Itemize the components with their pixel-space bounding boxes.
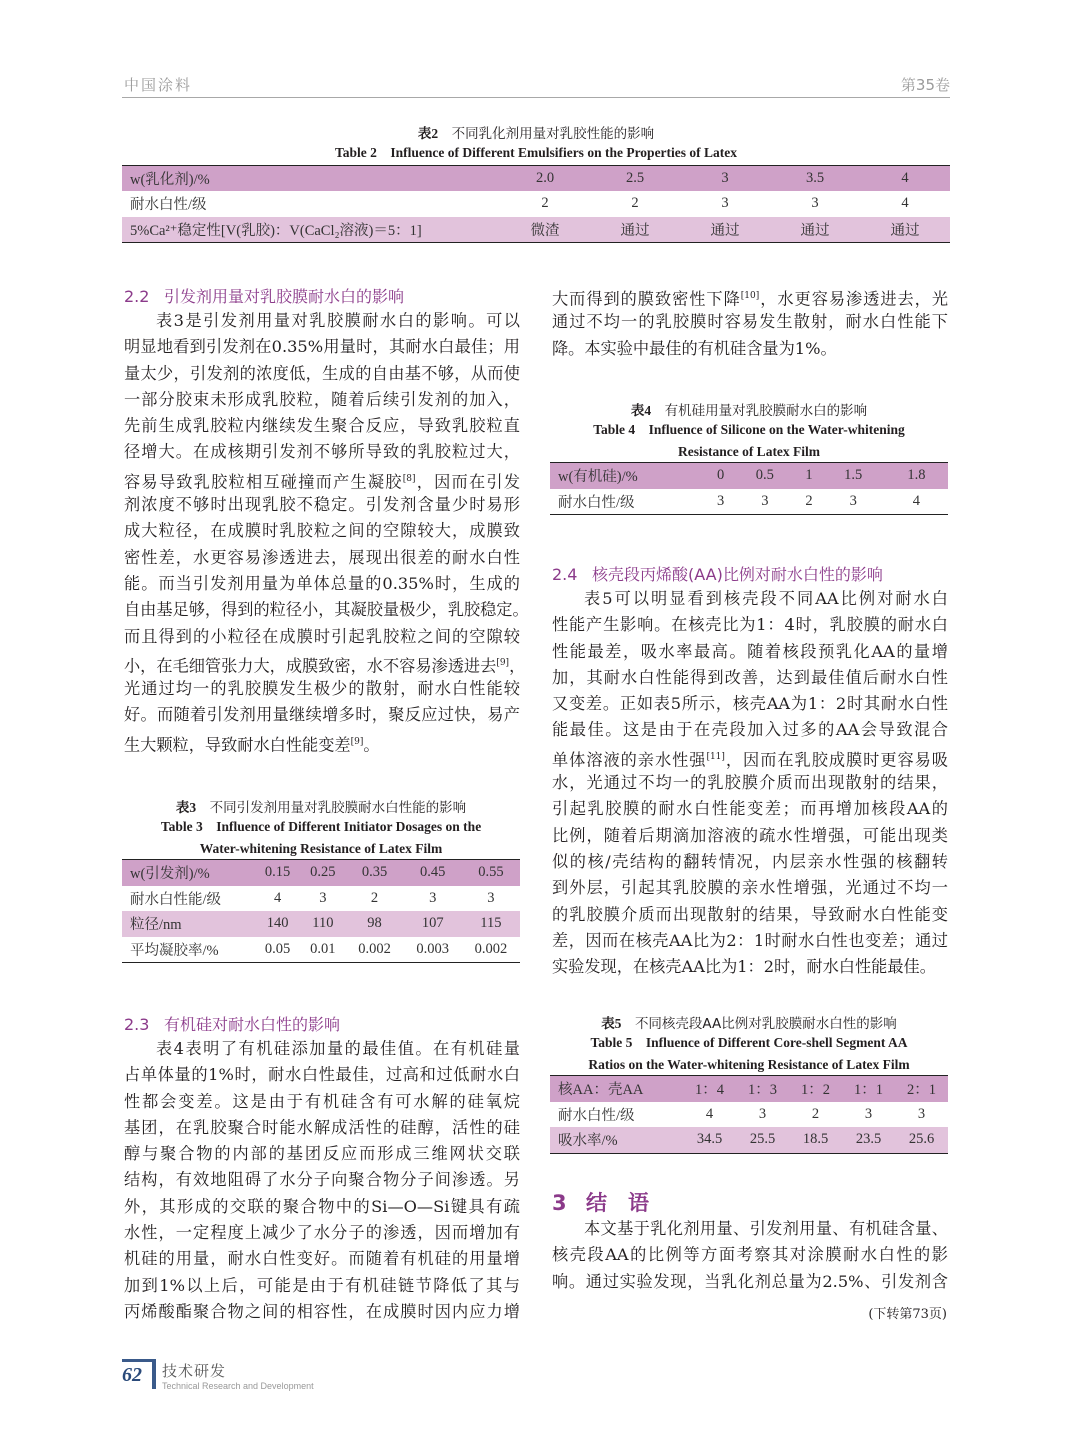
table-cell: 1：4 [695,1082,724,1099]
table-cell: 0 [717,467,725,484]
table-row [122,217,950,243]
text-line: 容易导致乳胶粒相互碰撞而产生凝胶[8]，因而在引发 [124,472,521,492]
text-line: 自由基足够，得到的粒径小，其凝胶量极少，乳胶稳定。 [124,600,529,620]
section-3-body [552,1216,948,1295]
row-label: 耐水白性/级 [558,494,635,511]
text-line: 表4表明了有机硅添加量的最佳值。在有机硅量 [156,1039,520,1058]
table5 [550,1075,948,1154]
text-line: 的乳胶膜介质而出现散射的结果，导致耐水白性能变 [552,904,948,924]
table-cell: 2 [811,1105,820,1122]
table-cell: 3 [429,889,437,906]
table5-block [550,1012,948,1154]
table5-caption-en-2: Ratios on the Water-whitening Resistance of Latex Film [588,1056,910,1072]
table-cell: 3 [717,492,725,509]
table-cell: 4 [705,1105,714,1122]
section-2-4-body [552,586,948,980]
table-cell: 3 [864,1105,873,1122]
text-line: 成大粒径，在成膜时乳胶粒之间的空隙较大，成膜致 [124,521,520,541]
table-cell: 1 [805,467,813,484]
table3-caption-cn: 表3 不同引发剂用量对乳胶膜耐水白性能的影响 [175,800,467,816]
text-line: 核壳段AA的比例等方面考察其对涂膜耐水白性的影 [552,1245,948,1265]
table2-caption-en: Table 2 Influence of Different Emulsifiers on the Properties of Latex [334,145,738,160]
text-line: 机硅的用量，耐水白性变好。而随着有机硅的用量增 [124,1249,520,1269]
text-line: 表5可以明显看到核壳段不同AA比例对耐水白 [584,589,948,608]
text-line: 醇与聚合物的内部的基团反应而形成三维网状交联 [124,1144,520,1164]
table2-block [122,122,950,243]
table-cell: 0.15 [264,864,291,881]
table-cell: 4 [901,169,909,186]
row-label: w(有机硅)/% [558,469,638,486]
table-cell: 微渣 [530,222,560,239]
table3-block [122,796,520,963]
footer-decor-line [122,1359,156,1362]
text-line: 好。而随着引发剂用量继续增多时，聚反应过快，易产 [124,705,520,725]
text-line: 能。而当引发剂用量为单体总量的0.35%时，生成的 [124,573,520,593]
text-line: 本文基于乳化剂用量、引发剂用量、有机硅含量、 [584,1219,948,1238]
text-line: 又变差。正如表5所示，核壳AA为1：2时其耐水白性 [552,694,948,714]
row-label: 耐水白性能/级 [130,891,222,908]
table-row [550,463,948,489]
text-line: 小，在毛细管张力大，成膜致密，水不容易渗透进去[9]， [124,656,526,676]
text-line: 光通过均一的乳胶膜发生极少的散射，耐水白性能较 [124,679,520,699]
section-2-2-body [124,308,529,755]
text-line: 比例，随着后期滴加溶液的疏水性增强，可能出现类 [552,825,948,845]
text-line: 性都会变差。这是由于有机硅含有可水解的硅氧烷 [124,1091,520,1111]
table-row [550,1102,948,1128]
table-cell: 1：1 [854,1082,883,1099]
table-cell: 通过 [620,222,650,239]
text-line: 似的核/壳结构的翻转情况，内层亲水性强的核翻转 [552,851,948,871]
table-cell: 1.5 [844,467,863,484]
text-line: 生大颗粒，导致耐水白性能变差[9]。 [124,735,380,755]
table-cell: 2 [631,195,639,212]
table-cell: 0.35 [361,864,388,881]
table-cell: 2：1 [907,1082,936,1099]
table-row [122,911,520,937]
table-cell: 1：2 [801,1082,830,1099]
text-line: 密性差，水更容易渗透进去，展现出很差的耐水白性 [124,547,520,567]
table-cell: 3 [761,492,769,509]
table-cell: 25.6 [908,1131,935,1148]
table3-caption-en-2: Water-whitening Resistance of Latex Film [199,840,443,856]
text-line: 单体溶液的亲水性强[11]，因而在乳胶成膜时更容易吸 [552,750,948,770]
table2-caption-cn: 表2 不同乳化剂用量对乳胶性能的影响 [417,126,655,142]
row-label: 吸水率/% [558,1133,618,1150]
table4-caption-en-2: Resistance of Latex Film [677,443,821,459]
section-2-2-heading: 2.2 引发剂用量对乳胶膜耐水白的影响 [124,287,405,306]
section-2-4-heading: 2.4 核壳段丙烯酸(AA)比例对耐水白性的影响 [552,565,883,584]
text-line: 响。通过实验发现，当乳化剂总量为2.5%、引发剂含 [552,1271,948,1291]
table-cell: 3 [811,195,819,212]
table-cell: 1.8 [907,467,926,484]
journal-name: 中国涂料 [124,76,193,94]
text-line: 引起乳胶膜的耐水白性能变差；而再增加核段AA的 [552,799,948,819]
table-cell: 0.55 [478,864,504,881]
text-line: 明显地看到引发剂在0.35%用量时，其耐水白最佳；用 [124,337,520,357]
text-line: 差，因而在核壳AA比为2：1时耐水白性也变差；通过 [552,930,948,950]
table-row [122,860,520,886]
table-cell: 0.5 [755,467,774,484]
text-line: 通过不均一的乳胶膜时容易发生散射，耐水白性能下 [552,312,948,332]
table-cell: 3 [487,889,495,906]
table-cell: 4 [901,195,909,212]
table-cell: 3 [917,1105,926,1122]
table-cell: 0.003 [416,940,450,957]
table4-caption-cn: 表4 有机硅用量对乳胶膜耐水白的影响 [630,403,868,419]
table-cell: 107 [421,915,444,932]
table-cell: 0.002 [358,940,391,957]
table-cell: 2 [805,492,813,509]
table3-caption-en-1: Table 3 Influence of Different Initiator Dosages on the [160,819,482,834]
table-cell: 通过 [890,222,920,239]
text-line: 基团，在乳胶聚合时能水解成活性的硅醇，活性的硅 [124,1117,520,1137]
text-line: 降。本实验中最佳的有机硅含量为1%。 [552,338,837,358]
table-cell: 0.05 [264,940,291,957]
row-label: 5%Ca²⁺稳定性[V(乳胶)：V(CaCl₂溶液)＝5：1] [130,222,422,239]
text-line: 剂浓度不够时出现乳胶不稳定。引发剂含量少时易形 [124,495,520,515]
text-line: 能最佳。这是由于在壳段加入过多的AA会导致混合 [552,720,948,740]
page-number: 62 [122,1364,142,1386]
table-cell: 110 [312,915,334,932]
text-line: 大而得到的膜致密性下降[10]，水更容易渗透进去，光 [552,289,949,309]
table-cell: 3.5 [805,169,825,186]
text-line: 加到1%以上后，可能是由于有机硅链节降低了其与 [124,1275,520,1295]
footer-decor-bar [152,1359,156,1389]
row-label: 耐水白性/级 [130,197,207,214]
table-cell: 25.5 [749,1131,776,1148]
row-label: 平均凝胶率/% [130,942,219,959]
table-cell: 140 [266,915,289,932]
table-row [550,489,948,515]
table-cell: 通过 [710,222,740,239]
text-line: 结构，有效地阻碍了水分子向聚合物分子间渗透。另 [124,1170,520,1190]
table-cell: 3 [319,889,327,906]
table-row [122,191,950,217]
section-2-3-heading: 2.3 有机硅对耐水白性的影响 [124,1015,341,1034]
volume-label: 第35卷 [900,76,950,94]
table-cell: 2 [541,195,549,212]
table-cell: 4 [273,889,282,906]
table-cell: 0.002 [474,940,508,957]
footer-section-en: Technical Research and Development [162,1381,314,1391]
table-cell: 2.0 [535,169,555,186]
table-cell: 23.5 [855,1131,882,1148]
text-line: 水，光通过不均一的乳胶膜介质而出现散射的结果， [552,773,948,793]
footer-section-cn: 技术研发 [162,1362,227,1380]
table-cell: 2.5 [625,169,645,186]
row-label: 粒径/nm [130,917,182,934]
text-line: 加，其耐水白性能得到改善，达到最佳值后耐水白性 [552,667,948,687]
table5-caption-en-1: Table 5 Influence of Different Core-shell Segment AA [590,1035,908,1050]
table-cell: 0.25 [310,864,336,881]
continued-note: (下转第73页) [868,1307,947,1322]
table-cell: 3 [721,195,729,212]
table-cell: 98 [367,915,382,932]
text-line: 到外层，引起其乳胶膜的亲水性增强，光通过不均一 [552,878,948,898]
table-cell: 0.45 [420,864,446,881]
table-cell: 2 [370,889,379,906]
section-2-3-body-continued [552,283,948,362]
table3 [122,859,520,963]
table-cell: 0.01 [310,940,336,957]
section-2-3-body [124,1036,520,1325]
table-cell: 115 [480,915,502,932]
table-cell: 3 [758,1105,767,1122]
table5-caption-cn: 表5 不同核壳段AA比例对乳胶膜耐水白性的影响 [601,1016,897,1032]
table4-caption-en-1: Table 4 Influence of Silicone on the Water-whitening [593,422,905,437]
table-row [550,1127,948,1153]
table2 [122,165,950,244]
text-line: 先前生成乳胶粒内继续发生聚合反应，导致乳胶粒直 [124,416,520,436]
text-line: 表3是引发剂用量对乳胶膜耐水白的影响。可以 [156,311,520,330]
table4 [550,462,948,515]
table4-block [550,399,948,515]
table-cell: 1：3 [748,1082,777,1099]
row-label: 核AA：壳AA [558,1082,644,1099]
table-cell: 18.5 [802,1131,829,1148]
table-row [122,886,520,912]
table-cell: 通过 [800,222,830,239]
table-row [122,165,950,191]
table-row [550,1076,948,1102]
text-line: 实验发现，在核壳AA比为1：2时，耐水白性能最佳。 [552,957,936,977]
row-label: w(乳化剂)/% [130,171,210,188]
text-line: 性能产生影响。在核壳比为1：4时，乳胶膜的耐水白 [552,615,948,635]
text-line: 性能最差，吸水率最高。随着核段预乳化AA的量增 [552,641,948,661]
row-label: w(引发剂)/% [130,866,210,883]
text-line: 一部分胶束未形成乳胶粒，随着后续引发剂的加入， [124,389,520,409]
text-line: 占单体量的1%时，耐水白性最佳，过高和过低耐水白 [124,1065,520,1085]
table-cell: 3 [721,169,729,186]
text-line: 而且得到的小粒径在成膜时引起乳胶粒之间的空隙较 [124,626,520,646]
table-cell: 4 [912,492,921,509]
text-line: 径增大。在成核期引发剂不够所导致的乳胶粒过大， [124,442,520,462]
table-cell: 34.5 [696,1131,723,1148]
table-row [122,937,520,963]
row-label: 耐水白性/级 [558,1107,635,1124]
table-cell: 3 [849,492,857,509]
text-line: 量太少，引发剂的浓度低，生成的自由基不够，从而使 [124,363,520,383]
text-line: 外，其形成的交联的聚合物中的Si—O—Si键具有疏 [124,1196,520,1216]
header-rule [122,97,950,98]
text-line: 丙烯酸酯聚合物之间的相容性，在成膜时因内应力增 [124,1301,520,1321]
section-3-heading: 3 结 语 [552,1191,649,1215]
text-line: 水性，一定程度上减少了水分子的渗透，因而增加有 [124,1223,520,1243]
